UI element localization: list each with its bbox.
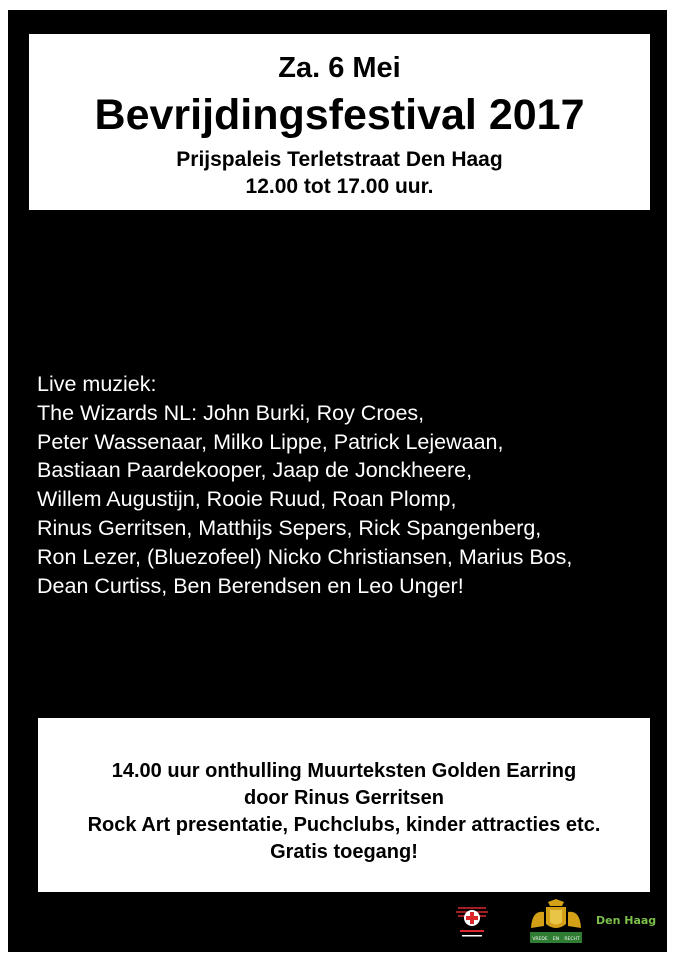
- coat-of-arms-icon: [526, 898, 586, 946]
- lineup-line: Willem Augustijn, Rooie Ruud, Roan Plomp,: [37, 487, 457, 512]
- lineup-line: Live muziek:: [37, 372, 157, 396]
- lineup-line: Rinus Gerritsen, Matthijs Sepers, Rick Spangenberg,: [37, 515, 542, 540]
- crest-motto-mid: EN: [552, 937, 560, 942]
- lineup-line: Dean Curtiss, Ben Berendsen en Leo Unger!: [37, 573, 464, 598]
- crest-motto-left: VREDE: [532, 937, 548, 942]
- city-name: Den Haag: [596, 914, 657, 927]
- lineup-line: Bastiaan Paardekooper, Jaap de Jonckheere,: [37, 458, 473, 483]
- event-date: Za. 6 Mei: [278, 52, 401, 84]
- event-hours: 12.00 tot 17.00 uur.: [245, 175, 434, 198]
- red-cross-emblem-icon: [452, 900, 492, 942]
- crest-motto-right: RECHT: [564, 937, 580, 942]
- header-box: [29, 34, 650, 210]
- music-lineup: [37, 370, 572, 600]
- info-line: Rock Art presentatie, Puchclubs, kinder attracties etc.: [87, 814, 601, 836]
- event-title: Bevrijdingsfestival 2017: [94, 91, 585, 139]
- info-line: door Rinus Gerritsen: [243, 787, 445, 809]
- info-line: 14.00 uur onthulling Muurteksten Golden Earring: [111, 760, 577, 782]
- event-venue: Prijspaleis Terletstraat Den Haag: [176, 148, 503, 171]
- lineup-line: Ron Lezer, (Bluezofeel) Nicko Christiansen, Marius Bos,: [37, 544, 573, 569]
- lineup-line: Peter Wassenaar, Milko Lippe, Patrick Lejewaan,: [37, 429, 504, 454]
- lineup-line: The Wizards NL: John Burki, Roy Croes,: [37, 400, 425, 425]
- poster: [8, 10, 667, 952]
- info-box: [38, 718, 650, 892]
- info-line: Gratis toegang!: [270, 841, 418, 863]
